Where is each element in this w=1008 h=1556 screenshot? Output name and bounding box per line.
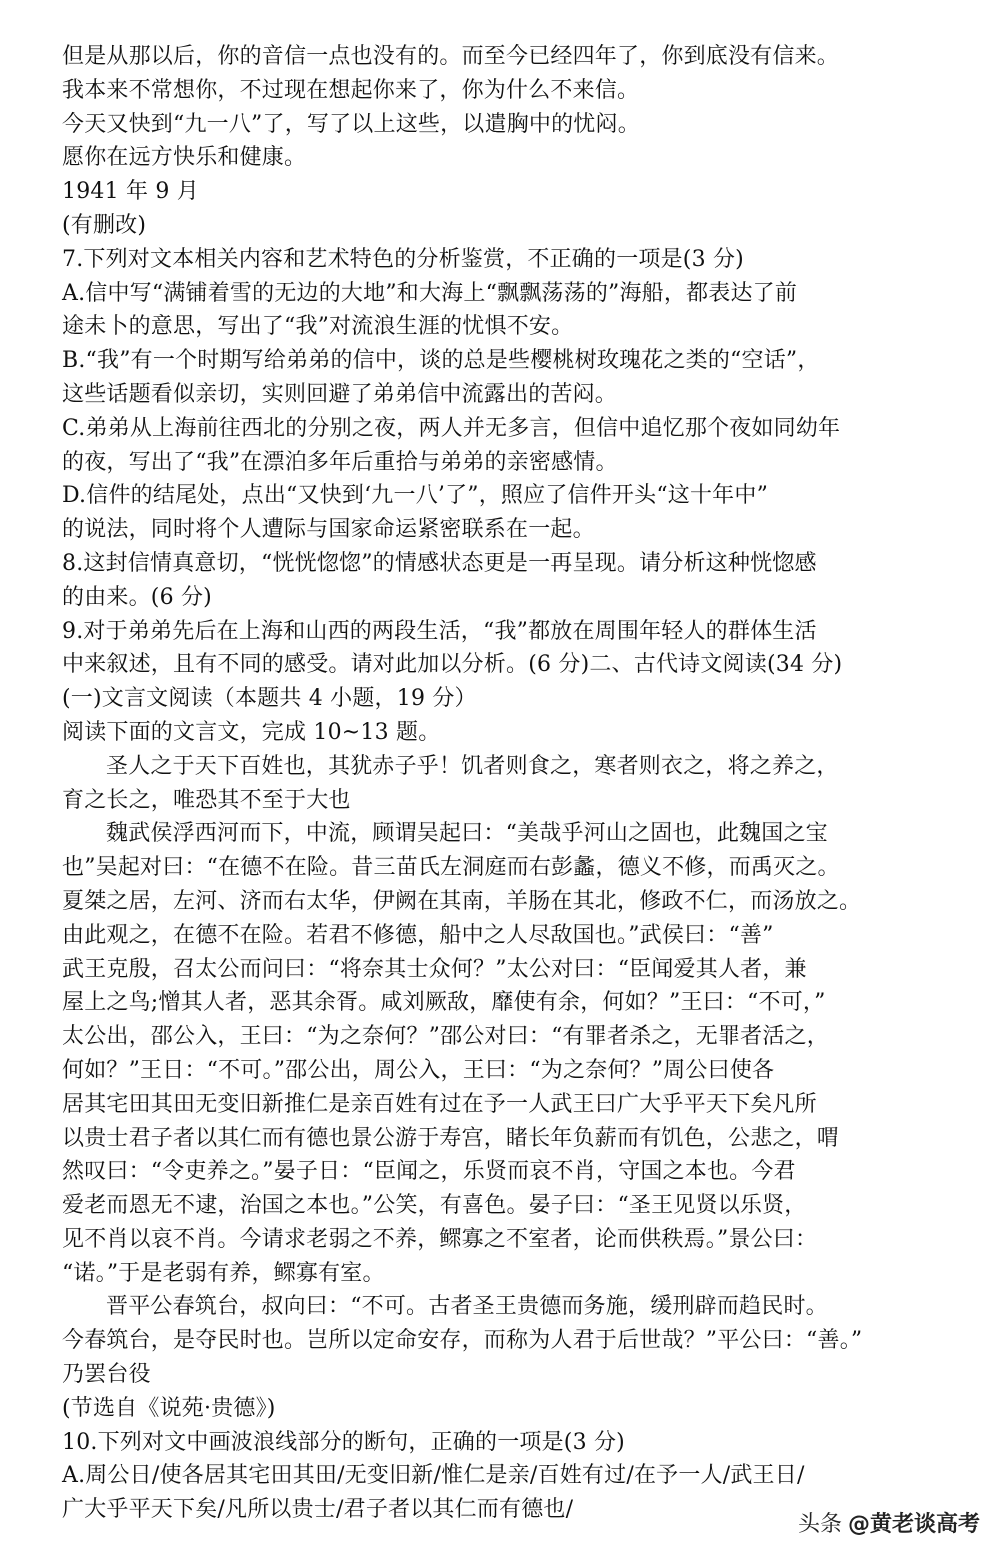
text-line: “诺。”于是老弱有养，鳏寡有室。	[62, 1260, 385, 1286]
text-line: A.信中写“满铺着雪的无边的大地”和大海上“飘飘荡荡的”海船，都表达了前	[62, 280, 798, 306]
text-line: 的由来。(6 分)	[62, 584, 212, 610]
text-line: 屋上之鸟;憎其人者，恶其余胥。咸刘厥敌，靡使有余，何如？”王曰：“不可，”	[62, 990, 826, 1016]
watermark	[792, 1505, 986, 1540]
text-line: 10.下列对文中画波浪线部分的断句，正确的一项是(3 分)	[62, 1429, 625, 1455]
text-line: 居其宅田其田无变旧新推仁是亲百姓有过在予一人武王曰广大乎平天下矣凡所	[62, 1091, 817, 1117]
text-line: 9.对于弟弟先后在上海和山西的两段生活，“我”都放在周围年轻人的群体生活	[62, 618, 817, 644]
text-line: 由此观之，在德不在险。若君不修德，船中之人尽敌国也。”武侯曰：“善”	[62, 922, 774, 948]
text-line: 中来叙述，且有不同的感受。请对此加以分析。(6 分)二、古代诗文阅读(34 分)	[62, 652, 843, 678]
text-line: 愿你在远方快乐和健康。	[62, 145, 307, 171]
text-line: 也”吴起对曰：“在德不在险。昔三苗氏左洞庭而右彭蠡，德义不修，而禹灭之。	[62, 855, 840, 881]
text-line: 以贵士君子者以其仁而有德也景公游于寿宫，睹长年负薪而有饥色，公悲之，喟	[62, 1125, 840, 1151]
watermark-handle: @黄老谈高考	[847, 1512, 980, 1537]
text-line: 夏桀之居，左河、济而右太华，伊阙在其南，羊肠在其北，修政不仁，而汤放之。	[62, 888, 862, 914]
text-line: D.信件的结尾处，点出“又快到‘九一八’了”，照应了信件开头“这十年中”	[62, 483, 769, 509]
text-line: 魏武侯浮西河而下，中流，顾谓吴起曰：“美哉乎河山之固也，此魏国之宝	[106, 821, 828, 847]
text-line: 见不肖以哀不肖。今请求老弱之不养，鳏寡之不室者，论而供秩焉。”景公曰：	[62, 1226, 818, 1252]
text-line: 我本来不常想你，不过现在想起你来了，你为什么不来信。	[62, 77, 640, 103]
text-line: 广大乎平天下矣/凡所以贵士/君子者以其仁而有德也/	[62, 1497, 574, 1523]
text-line: 的说法，同时将个人遭际与国家命运紧密联系在一起。	[62, 517, 595, 543]
text-line: 武王克殷，召太公而问曰：“将奈其士众何？”太公对曰：“臣闻爱其人者，兼	[62, 956, 807, 982]
text-line: 今天又快到“九一八”了，写了以上这些，以遣胸中的忧闷。	[62, 111, 640, 137]
text-line: (一)文言文阅读（本题共 4 小题，19 分）	[62, 686, 477, 712]
text-line: 太公出，邵公入，王曰：“为之奈何？”邵公对曰：“有罪者杀之，无罪者活之，	[62, 1024, 829, 1050]
text-line: 今春筑台，是夺民时也。岂所以定命安存，而称为人君于后世哉？”平公曰：“善。”	[62, 1328, 863, 1354]
watermark-prefix: 头条	[797, 1512, 842, 1537]
text-line: (节选自《说苑·贵德》)	[62, 1395, 276, 1421]
text-line: 但是从那以后，你的音信一点也没有的。而至今已经四年了，你到底没有信来。	[62, 44, 840, 69]
text-line: 乃罢台役	[62, 1362, 151, 1388]
text-line: 然叹曰：“令吏养之。”晏子日：“臣闻之，乐贤而哀不肖，守国之本也。今君	[62, 1159, 796, 1185]
text-line: C.弟弟从上海前往西北的分别之夜，两人并无多言，但信中追忆那个夜如同幼年	[62, 415, 841, 441]
text-line: 的夜，写出了“我”在漂泊多年后重拾与弟弟的亲密感情。	[62, 449, 618, 475]
text-line: 何如？”王日：“不可。”邵公出，周公入，王曰：“为之奈何？”周公曰使各	[62, 1057, 775, 1083]
text-line: 这些话题看似亲切，实则回避了弟弟信中流露出的苦闷。	[62, 381, 618, 407]
text-line: 圣人之于天下百姓也，其犹赤子乎！饥者则食之，寒者则衣之，将之养之，	[106, 753, 839, 779]
text-line: (有删改)	[62, 212, 147, 238]
text-line: 途未卜的意思，写出了“我”对流浪生涯的忧惧不安。	[62, 314, 574, 340]
text-line: A.周公日/使各居其宅田其田/无变旧新/惟仁是亲/百姓有过/在予一人/武王日/	[62, 1463, 805, 1489]
text-line: 8.这封信情真意切，“恍恍惚惚”的情感状态更是一再呈现。请分析这种恍惚感	[62, 550, 817, 576]
text-line: 爱老而恩无不逮，治国之本也。”公笑，有喜色。晏子曰：“圣王见贤以乐贤，	[62, 1193, 807, 1219]
text-line: 1941 年 9 月	[62, 179, 199, 205]
text-line: 晋平公春筑台，叔向曰：“不可。古者圣王贵德而务施，缓刑辟而趋民时。	[106, 1294, 828, 1320]
text-line: 阅读下面的文言文，完成 10~13 题。	[62, 719, 441, 745]
text-line: 育之长之，唯恐其不至于大也	[62, 787, 351, 813]
text-line: 7.下列对文本相关内容和艺术特色的分析鉴赏，不正确的一项是(3 分)	[62, 246, 744, 272]
document-page	[62, 40, 967, 1527]
text-line: B.“我”有一个时期写给弟弟的信中，谈的总是些樱桃树玫瑰花之类的“空话”，	[62, 348, 820, 374]
